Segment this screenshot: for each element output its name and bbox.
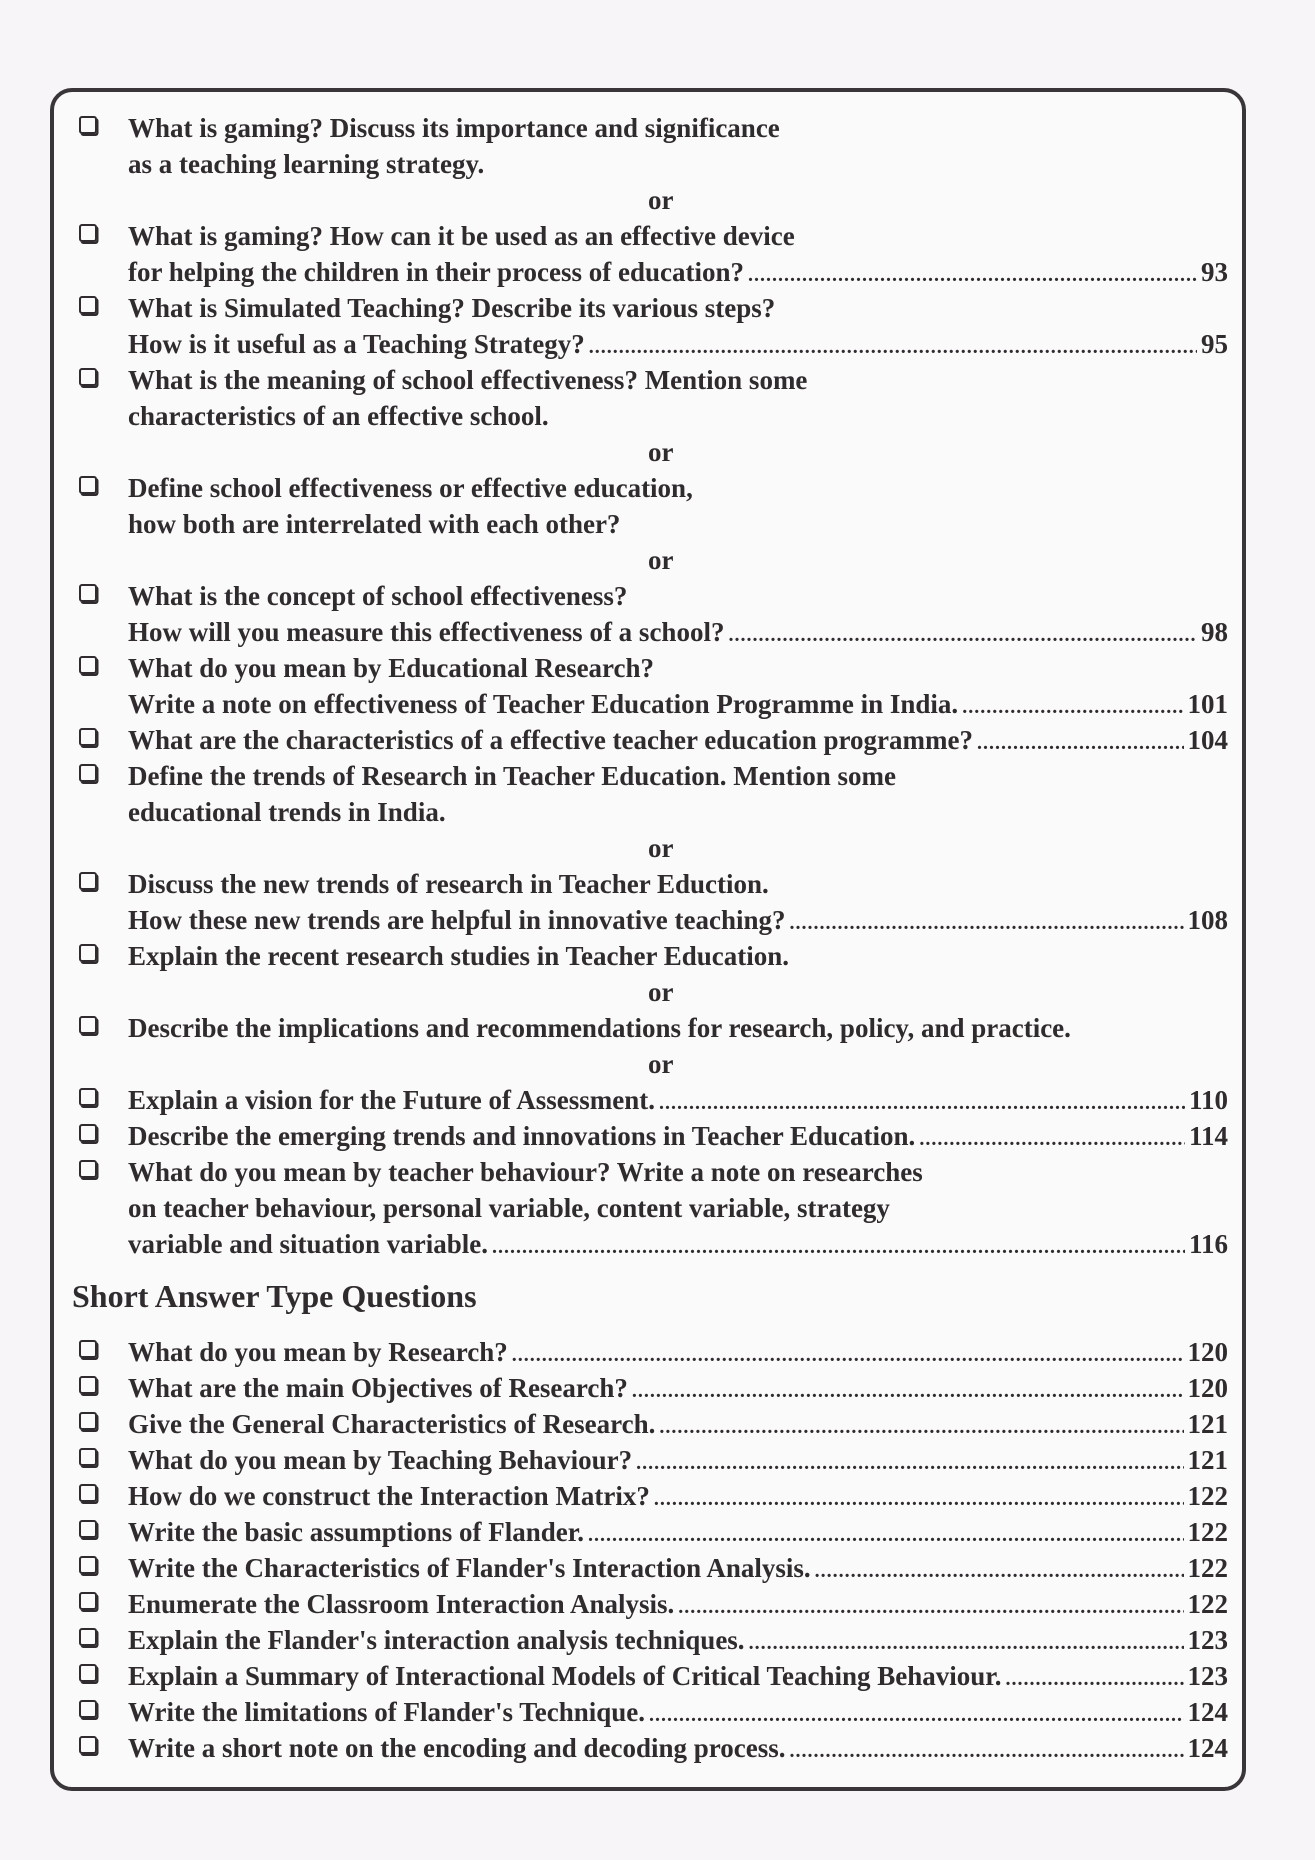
dot-leader [962,689,1183,725]
question-text: Write a short note on the encoding and decoding process. [128,1733,786,1763]
dot-leader [654,1481,1184,1517]
checkbox-icon [79,656,97,674]
toc-entry[interactable] [128,1586,1228,1622]
checkbox-icon [79,1340,97,1358]
or-separator: or [648,833,674,863]
question-line: What are the characteristics of a effective teacher education programme? [128,725,973,755]
question-text: What do you mean by Teaching Behaviour? [128,1445,633,1475]
question-line: characteristics of an effective school. [128,401,549,431]
dot-leader [659,1409,1183,1445]
toc-entry[interactable] [128,1370,1228,1406]
question-text: Explain a Summary of Interactional Models of Critical Teaching Behaviour. [128,1661,1002,1691]
page-number: 122 [1187,1553,1228,1583]
checkbox-icon [79,1592,97,1610]
toc-entry[interactable] [128,686,1228,722]
dot-leader [815,1553,1184,1589]
question-line: as a teaching learning strategy. [128,149,485,179]
checkbox-icon [79,1088,97,1106]
question-line: educational trends in India. [128,797,446,827]
question-text: Write the limitations of Flander's Technique. [128,1697,646,1727]
page-number: 123 [1187,1661,1228,1691]
dot-leader [977,725,1184,761]
toc-entry[interactable] [128,1082,1228,1118]
page-number: 116 [1188,1229,1228,1259]
toc-entry[interactable] [128,1226,1228,1262]
checkbox-icon [79,1484,97,1502]
question-text: Write the Characteristics of Flander's Interaction Analysis. [128,1553,811,1583]
question-line: variable and situation variable. [128,1229,489,1259]
page-number: 124 [1187,1697,1228,1727]
question-line: What is the concept of school effectiveness? [128,581,628,611]
checkbox-icon [79,1736,97,1754]
checkbox-icon [79,116,97,134]
or-separator: or [648,977,674,1007]
question-line: for helping the children in their process of education? [128,257,745,287]
toc-entry[interactable] [128,722,1228,758]
question-line: how both are interrelated with each other? [128,509,621,539]
dot-leader [748,257,1197,293]
page-number: 98 [1201,617,1228,647]
checkbox-icon [79,1412,97,1430]
dot-leader [790,905,1184,941]
page-number: 120 [1187,1373,1228,1403]
checkbox-icon [79,368,97,386]
question-line: Describe the implications and recommendations for research, policy, and practice. [128,1013,1071,1043]
page-number: 95 [1201,329,1228,359]
checkbox-icon [79,1664,97,1682]
question-line: on teacher behaviour, personal variable, content variable, strategy [128,1193,890,1223]
dot-leader [636,1445,1183,1481]
question-line: Explain a vision for the Future of Assessment. [128,1085,656,1115]
question-text: Explain the Flander's interaction analysis techniques. [128,1625,745,1655]
question-line: Describe the emerging trends and innovations in Teacher Education. [128,1121,916,1151]
toc-entry[interactable] [128,1478,1228,1514]
checkbox-icon [79,584,97,602]
dot-leader [492,1229,1185,1265]
or-separator: or [648,437,674,467]
toc-entry[interactable] [128,1442,1228,1478]
question-text: What are the main Objectives of Research? [128,1373,628,1403]
toc-entry[interactable] [128,326,1228,362]
checkbox-icon [79,476,97,494]
dot-leader [632,1373,1184,1409]
question-text: Give the General Characteristics of Research. [128,1409,656,1439]
dot-leader [749,1625,1184,1661]
page-number: 104 [1187,725,1228,755]
dot-leader [678,1589,1183,1625]
dot-leader [589,329,1197,365]
or-separator: or [648,185,674,215]
page-number: 120 [1187,1337,1228,1367]
checkbox-icon [79,1124,97,1142]
page-number: 101 [1187,689,1228,719]
page-number: 121 [1187,1409,1228,1439]
page-number: 122 [1187,1517,1228,1547]
dot-leader [728,617,1197,653]
page-number: 122 [1187,1589,1228,1619]
question-line: What is the meaning of school effectiveness? Mention some [128,365,808,395]
checkbox-icon [79,1160,97,1178]
question-line: How will you measure this effectiveness of a school? [128,617,725,647]
toc-entry[interactable] [128,1730,1228,1766]
question-line: Define the trends of Research in Teacher Education. Mention some [128,761,896,791]
checkbox-icon [79,872,97,890]
question-line: How is it useful as a Teaching Strategy? [128,329,585,359]
question-line: What do you mean by teacher behaviour? Write a note on researches [128,1157,923,1187]
checkbox-icon [79,1448,97,1466]
section-heading: Short Answer Type Questions [72,1278,477,1314]
toc-entry[interactable] [128,1514,1228,1550]
dot-leader [512,1337,1184,1373]
question-line: How these new trends are helpful in innovative teaching? [128,905,786,935]
dot-leader [790,1733,1184,1769]
dot-leader [919,1121,1185,1157]
checkbox-icon [79,1016,97,1034]
toc-entry[interactable] [128,1550,1228,1586]
page-number: 124 [1187,1733,1228,1763]
or-separator: or [648,1049,674,1079]
question-line: Write a note on effectiveness of Teacher Education Programme in India. [128,689,959,719]
toc-entry[interactable] [128,1406,1228,1442]
toc-entry[interactable] [128,902,1228,938]
page-number: 110 [1188,1085,1228,1115]
checkbox-icon [79,1700,97,1718]
checkbox-icon [79,1520,97,1538]
question-text: Enumerate the Classroom Interaction Analysis. [128,1589,675,1619]
toc-entry[interactable] [128,254,1228,290]
toc-entry[interactable] [128,1694,1228,1730]
question-line: Explain the recent research studies in Teacher Education. [128,941,790,971]
question-line: What is gaming? How can it be used as an effective device [128,221,795,251]
toc-entry[interactable] [128,1658,1228,1694]
checkbox-icon [79,944,97,962]
toc-entry[interactable] [128,614,1228,650]
dot-leader [649,1697,1183,1733]
question-line: Define school effectiveness or effective education, [128,473,693,503]
page-number: 121 [1187,1445,1228,1475]
dot-leader [1006,1661,1184,1697]
checkbox-icon [79,296,97,314]
checkbox-icon [79,224,97,242]
checkbox-icon [79,1556,97,1574]
question-line: What is Simulated Teaching? Describe its various steps? [128,293,776,323]
checkbox-icon [79,1376,97,1394]
toc-entry[interactable] [128,1622,1228,1658]
dot-leader [659,1085,1185,1121]
page-number: 108 [1187,905,1228,935]
question-line: Discuss the new trends of research in Teacher Eduction. [128,869,769,899]
page-number: 122 [1187,1481,1228,1511]
question-line: What do you mean by Educational Research? [128,653,655,683]
question-text: Write the basic assumptions of Flander. [128,1517,585,1547]
page-number: 123 [1187,1625,1228,1655]
checkbox-icon [79,728,97,746]
or-separator: or [648,545,674,575]
question-line: What is gaming? Discuss its importance and significance [128,113,780,143]
toc-entry[interactable] [128,1118,1228,1154]
page-number: 93 [1201,257,1228,287]
question-text: What do you mean by Research? [128,1337,508,1367]
dot-leader [588,1517,1183,1553]
checkbox-icon [79,764,97,782]
page-number: 114 [1188,1121,1228,1151]
question-text: How do we construct the Interaction Matrix? [128,1481,650,1511]
checkbox-icon [79,1628,97,1646]
toc-entry[interactable] [128,1334,1228,1370]
